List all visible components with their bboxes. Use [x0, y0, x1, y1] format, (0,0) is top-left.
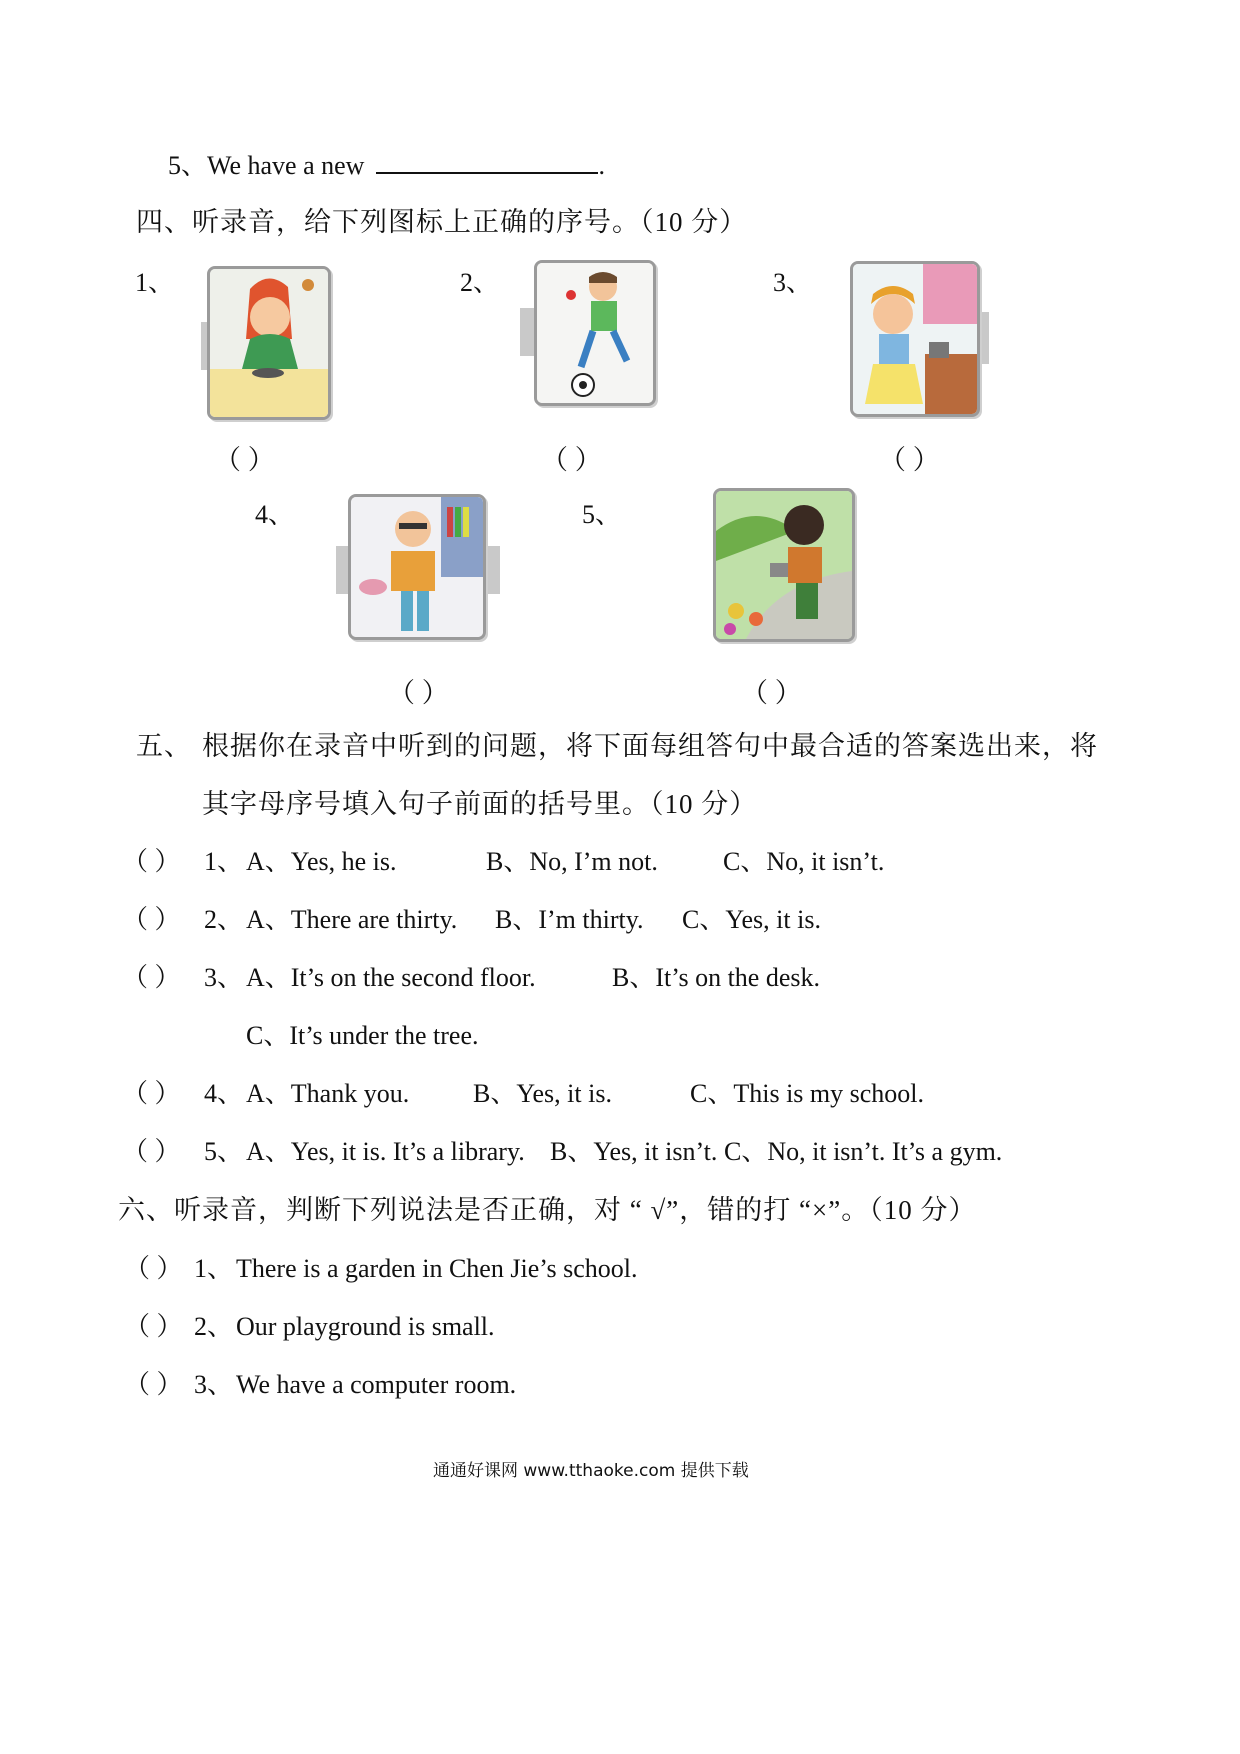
picture-girl-eating: [207, 266, 331, 420]
sec5-item-1-a: A、Yes, he is.: [246, 847, 397, 876]
sec5-item-3-b: B、It’s on the desk.: [612, 963, 820, 992]
sec5-paren-5[interactable]: （ ）: [122, 1137, 181, 1166]
sec5-paren-4[interactable]: （ ）: [122, 1079, 181, 1108]
sec5-item-5-a: A、Yes, it is. It’s a library.: [246, 1137, 525, 1166]
girl-eating-illustration: [210, 269, 328, 417]
section-5-heading-line1: 根据你在录音中听到的问题，将下面每组答句中最合适的答案选出来，将: [202, 731, 1098, 761]
sec5-paren-3[interactable]: （ ）: [122, 963, 181, 992]
answer-paren-2[interactable]: （ ）: [541, 445, 602, 475]
answer-paren-4[interactable]: （ ）: [388, 678, 449, 708]
sec6-paren-1[interactable]: （ ）: [124, 1254, 183, 1283]
sec5-item-5-c: C、No, it isn’t. It’s a gym.: [724, 1137, 1003, 1166]
q3-item5-text: 5、We have a new: [168, 151, 365, 180]
pic-label-1: 1、: [135, 268, 175, 297]
pic-label-3: 3、: [773, 268, 813, 297]
sec6-paren-2[interactable]: （ ）: [124, 1312, 183, 1341]
q3-item5-suffix: .: [598, 151, 605, 180]
sec6-item-1-no: 1、: [194, 1254, 234, 1283]
sec6-item-3-no: 3、: [194, 1370, 234, 1399]
sec5-item-2-b: B、I’m thirty.: [495, 905, 644, 934]
sec6-item-1-text: There is a garden in Chen Jie’s school.: [236, 1254, 638, 1283]
pic-label-4: 4、: [255, 500, 295, 529]
boy-football-illustration: [537, 263, 653, 403]
answer-paren-1[interactable]: （ ）: [214, 445, 275, 475]
sec5-item-1-no: 1、: [204, 847, 244, 876]
answer-paren-5[interactable]: （ ）: [741, 678, 802, 708]
sec5-item-4-b: B、Yes, it is.: [473, 1079, 612, 1108]
sec5-item-1-b: B、No, I’m not.: [486, 847, 658, 876]
picture-boy-library: [348, 494, 486, 640]
sec5-item-3-c: C、It’s under the tree.: [246, 1021, 479, 1050]
q3-item5: [168, 150, 605, 181]
page-footer: 通通好课网 www.tthaoke.com 提供下载: [433, 1461, 749, 1481]
sec5-item-4-a: A、Thank you.: [246, 1079, 410, 1108]
section-5-number: 五、: [136, 731, 192, 761]
picture-boy-watering: [713, 488, 855, 642]
sec5-paren-1[interactable]: （ ）: [122, 847, 181, 876]
boy-library-illustration: [351, 497, 483, 637]
section-6-heading: 六、听录音，判断下列说法是否正确，对 “ √”，错的打 “×”。（10 分）: [118, 1195, 977, 1225]
sec5-item-1-c: C、No, it isn’t.: [723, 847, 885, 876]
sec5-item-3-a: A、It’s on the second floor.: [246, 963, 536, 992]
pic-label-2: 2、: [460, 268, 500, 297]
section-5-heading-line2: 其字母序号填入句子前面的括号里。（10 分）: [202, 789, 758, 819]
sec5-item-4-c: C、This is my school.: [690, 1079, 925, 1108]
boy-watering-illustration: [716, 491, 852, 639]
sec5-paren-2[interactable]: （ ）: [122, 905, 181, 934]
picture-girl-shopping: [850, 261, 980, 417]
sec6-item-2-no: 2、: [194, 1312, 234, 1341]
sec6-item-2-text: Our playground is small.: [236, 1312, 495, 1341]
section-4-heading: 四、听录音，给下列图标上正确的序号。（10 分）: [136, 207, 748, 237]
answer-blank[interactable]: [376, 150, 598, 174]
sec5-item-5-b: B、Yes, it isn’t.: [550, 1137, 718, 1166]
girl-shopping-illustration: [853, 264, 977, 414]
sec6-paren-3[interactable]: （ ）: [124, 1370, 183, 1399]
sec5-item-2-a: A、There are thirty.: [246, 905, 458, 934]
pic-label-5: 5、: [582, 500, 622, 529]
sec5-item-5-no: 5、: [204, 1137, 244, 1166]
picture-boy-football: [534, 260, 656, 406]
sec5-item-2-c: C、Yes, it is.: [682, 905, 821, 934]
sec5-item-2-no: 2、: [204, 905, 244, 934]
sec6-item-3-text: We have a computer room.: [236, 1370, 517, 1399]
sec5-item-3-no: 3、: [204, 963, 244, 992]
sec5-item-4-no: 4、: [204, 1079, 244, 1108]
answer-paren-3[interactable]: （ ）: [879, 445, 940, 475]
